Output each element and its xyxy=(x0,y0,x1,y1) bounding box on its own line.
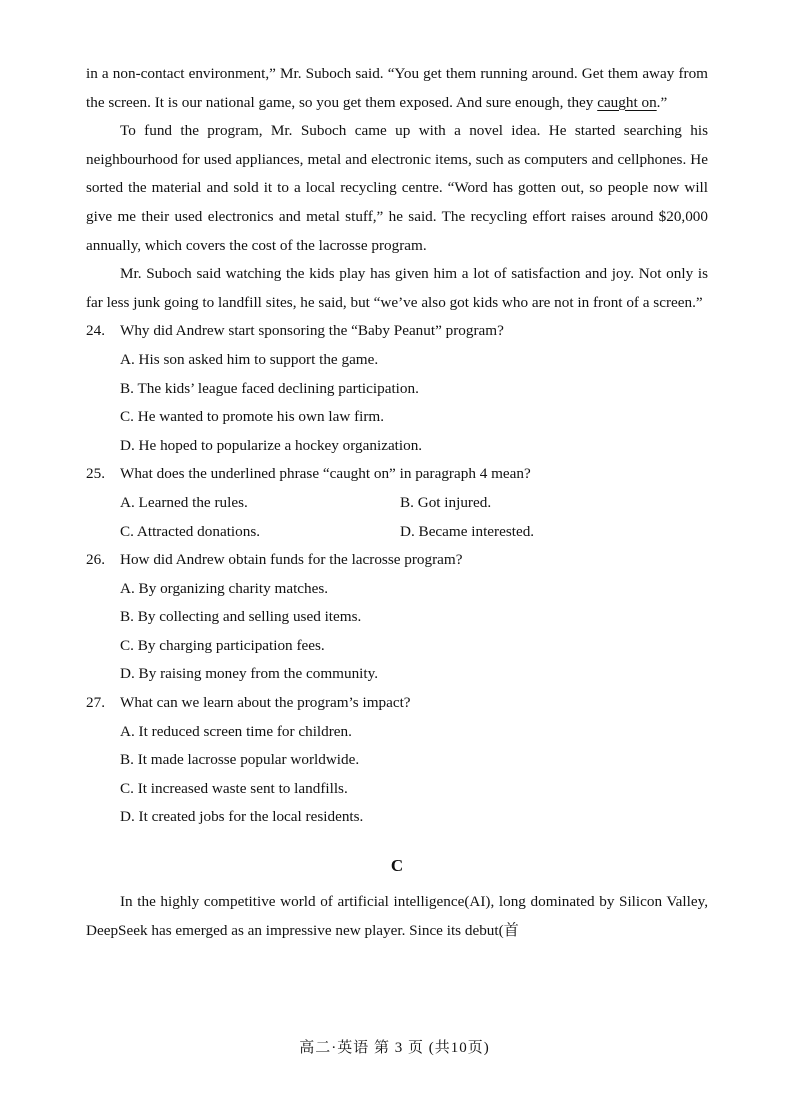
option-d: D. By raising money from the community. xyxy=(120,665,379,683)
paragraph-text-before-underline: in a non-contact environment,” Mr. Suboch said. “You get them running around. Get them away from the screen. It is our national game, so you get them exposed. And sure enough, they xyxy=(86,65,708,111)
option-c: C. He wanted to promote his own law firm. xyxy=(120,408,385,426)
question-number: 24. xyxy=(86,322,105,340)
option-c: C. It increased waste sent to landfills. xyxy=(120,779,348,797)
options-row-1 xyxy=(120,489,708,518)
question-text: Why did Andrew start sponsoring the “Baby Peanut” program? xyxy=(120,322,504,340)
question-number: 26. xyxy=(86,551,105,569)
section-heading: C xyxy=(390,856,404,876)
underlined-phrase: caught on xyxy=(597,93,657,111)
option-c: C. Attracted donations. xyxy=(120,522,261,540)
option-b: B. The kids’ league faced declining participation. xyxy=(120,379,419,397)
question-stem xyxy=(86,460,708,489)
question-stem xyxy=(86,317,708,346)
paragraph-text-after-underline: .” xyxy=(656,93,668,111)
question-text: What does the underlined phrase “caught on” in paragraph 4 mean? xyxy=(120,465,531,483)
question-text: What can we learn about the program’s impact? xyxy=(120,694,411,712)
question-number: 27. xyxy=(86,694,105,712)
question-25 xyxy=(86,460,708,546)
option-d: D. Became interested. xyxy=(400,522,535,540)
option-d: D. He hoped to popularize a hockey organization. xyxy=(120,436,423,454)
question-24 xyxy=(86,317,708,460)
question-stem xyxy=(86,689,708,718)
options-row-2 xyxy=(120,518,708,547)
passage-paragraph-continued xyxy=(86,60,708,117)
option-b: B. It made lacrosse popular worldwide. xyxy=(120,751,360,769)
passage-paragraph-joy: Mr. Suboch said watching the kids play has given him a lot of satisfaction and joy. Not only is far less junk going to landfill sites, he said, but “we’ve also got kids who are not in front of a screen.” xyxy=(86,265,708,311)
option-b: B. By collecting and selling used items. xyxy=(120,608,362,626)
passage-paragraph-funding: To fund the program, Mr. Suboch came up with a novel idea. He started searching his neighbourhood for used appliances, metal and electronic items, such as computers and cellphones. He sorted the material and sold it to a local recycling centre. “Word has gotten out, so people now will give me their used electronics and metal stuff,” he said. The recycling effort raises around $20,000 annually, which covers the cost of the lacrosse program. xyxy=(86,122,708,254)
option-a: A. By organizing charity matches. xyxy=(120,579,329,597)
question-27 xyxy=(86,689,708,832)
option-a: A. Learned the rules. xyxy=(120,493,248,511)
page-content xyxy=(86,60,708,945)
page-footer: 高二·英语 第 3 页 (共10页) xyxy=(299,1040,490,1056)
passage-c-intro-paragraph: In the highly competitive world of artificial intelligence(AI), long dominated by Silicon Valley, DeepSeek has emerged as an impressive new player. Since its debut(首 xyxy=(86,893,708,939)
option-a: A. His son asked him to support the game. xyxy=(120,350,379,368)
option-a: A. It reduced screen time for children. xyxy=(120,722,352,740)
question-stem xyxy=(86,546,708,575)
option-c: C. By charging participation fees. xyxy=(120,636,325,654)
option-b: B. Got injured. xyxy=(400,493,492,511)
question-number: 25. xyxy=(86,465,105,483)
question-26 xyxy=(86,546,708,689)
question-text: How did Andrew obtain funds for the lacrosse program? xyxy=(120,551,463,569)
option-d: D. It created jobs for the local residents. xyxy=(120,808,364,826)
